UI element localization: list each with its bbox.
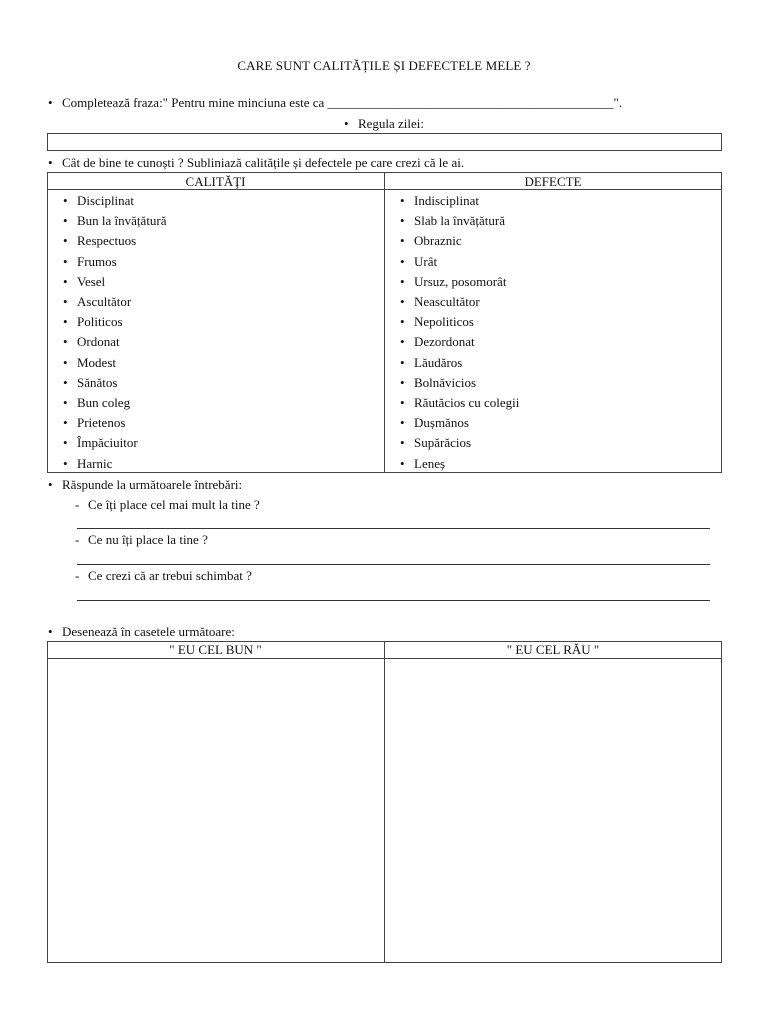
defecte-item: • Dușmănos (414, 415, 469, 431)
calitati-item: • Împăciuitor (77, 435, 138, 451)
question-1: - Ce îți place cel mai mult la tine ? (88, 497, 260, 513)
rule-of-day-field[interactable] (47, 133, 722, 151)
calitati-item: • Ordonat (77, 334, 120, 350)
answer-instruction: • Răspunde la următoarele întrebări: (62, 477, 242, 493)
defecte-item: • Neascultător (414, 294, 480, 310)
calitati-item: • Modest (77, 355, 116, 371)
draw-area-bad[interactable] (385, 659, 721, 962)
header-eu-cel-rau: " EU CEL RĂU " (506, 642, 600, 657)
defecte-item: • Obraznic (414, 233, 462, 249)
calitati-item: • Sănătos (77, 375, 117, 391)
question-2: - Ce nu îți place la tine ? (88, 532, 208, 548)
calitati-item: • Ascultător (77, 294, 131, 310)
self-knowledge-instruction: • Cât de bine te cunoști ? Subliniază calitățile și defectele pe care crezi că le ai. (62, 155, 464, 171)
header-defecte: DEFECTE (524, 174, 582, 189)
answer-line-2[interactable] (77, 564, 710, 565)
calitati-item: • Harnic (77, 456, 112, 472)
defecte-item: • Bolnăvicios (414, 375, 476, 391)
defecte-item: • Ursuz, posomorât (414, 274, 506, 290)
defecte-item: • Dezordonat (414, 334, 475, 350)
calitati-item: • Bun la învățătură (77, 213, 167, 229)
defecte-item: • Lăudăros (414, 355, 462, 371)
calitati-item: • Respectuos (77, 233, 136, 249)
draw-area-good[interactable] (48, 659, 384, 962)
table-divider (384, 172, 385, 473)
defecte-item: • Leneș (414, 456, 445, 472)
question-3: - Ce crezi că ar trebui schimbat ? (88, 568, 252, 584)
defecte-item: • Supărăcios (414, 435, 471, 451)
defecte-item: • Nepoliticos (414, 314, 474, 330)
defecte-item: • Slab la învățătură (414, 213, 505, 229)
calitati-item: • Prietenos (77, 415, 125, 431)
rule-of-day-label: • Regula zilei: (0, 116, 768, 132)
answer-line-3[interactable] (77, 600, 710, 601)
defecte-item: • Indisciplinat (414, 193, 479, 209)
draw-instruction: • Desenează în casetele următoare: (62, 624, 235, 640)
defecte-item: • Urât (414, 254, 437, 270)
calitati-item: • Vesel (77, 274, 105, 290)
answer-line-1[interactable] (77, 528, 710, 529)
header-eu-cel-bun: " EU CEL BUN " (169, 642, 262, 657)
complete-sentence-instruction: • Completează fraza:" Pentru mine minciuna este ca ____________________________________________". (62, 95, 622, 111)
calitati-item: • Politicos (77, 314, 123, 330)
calitati-item: • Disciplinat (77, 193, 134, 209)
calitati-item: • Bun coleg (77, 395, 130, 411)
header-calitati: CALITĂŢI (185, 174, 246, 189)
calitati-item: • Frumos (77, 254, 117, 270)
page-title: CARE SUNT CALITĂȚILE ȘI DEFECTELE MELE ? (237, 58, 531, 73)
defecte-item: • Răutăcios cu colegii (414, 395, 519, 411)
